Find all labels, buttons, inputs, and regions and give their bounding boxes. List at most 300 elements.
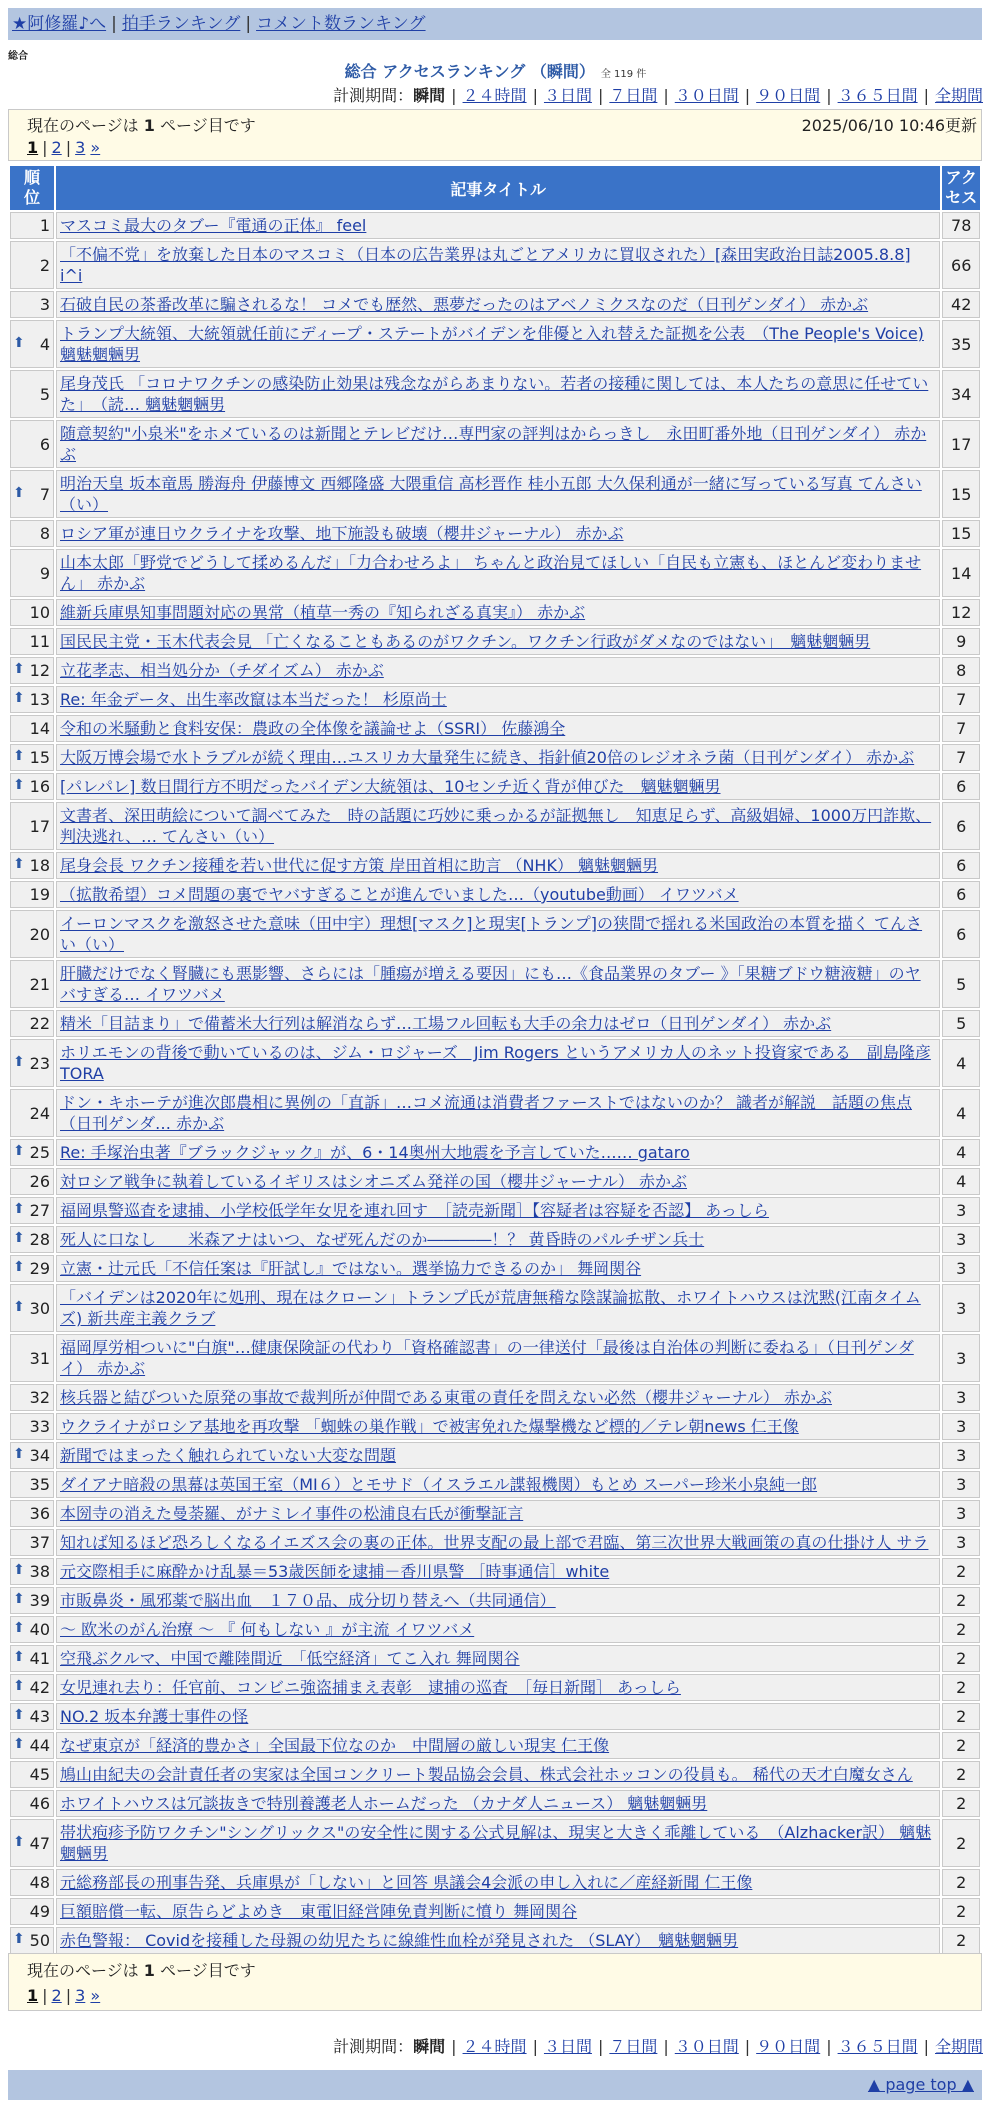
title-cell xyxy=(56,212,940,239)
rank-number: 44 xyxy=(29,1736,50,1755)
rank-number: 22 xyxy=(29,1014,50,1033)
rank-number: 7 xyxy=(39,484,50,504)
article-link[interactable]: 立花孝志、相当処分か（チダイズム） 赤かぶ xyxy=(60,661,384,680)
rank-cell xyxy=(10,1616,54,1643)
rank-cell xyxy=(10,1703,54,1730)
rank-cell xyxy=(10,910,54,958)
rank-number: 33 xyxy=(29,1417,50,1436)
title-cell xyxy=(56,241,940,289)
access-count: 3 xyxy=(942,1226,980,1253)
access-count: 2 xyxy=(942,1761,980,1788)
rank-cell xyxy=(10,1500,54,1527)
rank-number: 37 xyxy=(29,1533,50,1552)
access-count: 2 xyxy=(942,1927,980,1954)
up-arrow-icon: ⬆ xyxy=(13,1649,25,1665)
access-count: 2 xyxy=(942,1674,980,1701)
table-row xyxy=(10,470,980,518)
period-separator: | xyxy=(744,2037,751,2056)
rank-number: 32 xyxy=(29,1388,50,1407)
table-row xyxy=(10,1732,980,1759)
title-cell xyxy=(56,1927,940,1954)
access-count: 34 xyxy=(942,370,980,418)
article-link[interactable]: ダイアナ暗殺の黒幕は英国王室（MI６）とモサド（イスラエル諜報機関）もとめ スーパー珍米小泉純一郎 xyxy=(60,1475,818,1494)
rank-number: 45 xyxy=(29,1765,50,1784)
title-cell xyxy=(56,520,940,547)
article-link[interactable]: 元総務部長の刑事告発、兵庫県が「しない」と回答 県議会4会派の申し入れに／産経新聞 仁王像 xyxy=(60,1873,753,1892)
rank-cell xyxy=(10,1869,54,1896)
period-separator: | xyxy=(744,86,751,105)
article-link[interactable]: 「不偏不党」を放棄した日本のマスコミ（日本の広告業界は丸ごとアメリカに買収された）[森田実政治日誌2005.8.8] i^i xyxy=(60,245,911,285)
table-header-row xyxy=(10,166,980,210)
rank-cell xyxy=(10,1197,54,1224)
rank-number: 2 xyxy=(39,255,50,275)
rank-cell xyxy=(10,1334,54,1382)
top-navigation-bar xyxy=(8,8,982,40)
article-link[interactable]: ホリエモンの背後で動いているのは、ジム・ロジャーズ Jim Rogers というアメリカ人のネット投資家である 副島隆彦 TORA xyxy=(60,1043,931,1083)
nav-link-applause-ranking[interactable]: 拍手ランキング xyxy=(121,14,241,34)
article-link[interactable]: イーロンマスクを激怒させた意味（田中宇）理想[マスク]と現実[トランプ]の狭間で揺れる米国政治の本質を描く てんさい（い） xyxy=(60,914,923,954)
table-row xyxy=(10,1197,980,1224)
rank-cell xyxy=(10,1898,54,1925)
article-link[interactable]: 「バイデンは2020年に処刑、現在はクローン」トランプ氏が荒唐無稽な陰謀論拡散、ホワイトハウスは沈黙(江南タイムズ) 新共産主義クラブ xyxy=(60,1288,921,1328)
up-arrow-icon: ⬆ xyxy=(13,1053,25,1070)
rank-cell xyxy=(10,1255,54,1282)
article-link[interactable]: 死人に口なし 米森アナはいつ、なぜ死んだのか――――！？ 黄昏時のパルチザン兵士 xyxy=(60,1230,705,1249)
category-label: 総合 xyxy=(8,51,28,62)
article-link[interactable]: ロシア軍が連日ウクライナを攻撃、地下施設も破壊（櫻井ジャーナル） 赤かぶ xyxy=(60,524,624,543)
up-arrow-icon: ⬆ xyxy=(13,334,25,351)
period-link[interactable]: 全期間 xyxy=(934,2037,983,2056)
rank-cell xyxy=(10,773,54,800)
rank-number: 1 xyxy=(39,216,50,235)
title-cell xyxy=(56,1500,940,1527)
article-link[interactable]: 新聞ではまったく触れられていない大変な問題 xyxy=(60,1446,397,1465)
table-row xyxy=(10,1168,980,1195)
title-cell xyxy=(56,1334,940,1382)
current-page-text: 現在のページは 1 ページ目です xyxy=(27,116,256,135)
access-count: 6 xyxy=(942,910,980,958)
rank-cell xyxy=(10,1645,54,1672)
article-link[interactable]: 明治天皇 坂本竜馬 勝海舟 伊藤博文 西郷隆盛 大隈重信 高杉晋作 桂小五郎 大久保利通が一緒に写っている写真 てんさい（い） xyxy=(60,474,922,514)
table-row xyxy=(10,852,980,879)
page-title xyxy=(0,62,991,85)
up-arrow-icon: ⬆ xyxy=(13,1736,25,1752)
period-link[interactable]: ３日間 xyxy=(543,86,592,105)
article-link[interactable]: 空飛ぶクルマ、中国で離陸間近 「低空経済」てこ入れ 舞岡関谷 xyxy=(60,1649,520,1668)
period-link[interactable]: ９０日間 xyxy=(756,2037,821,2056)
period-selector-top xyxy=(333,86,983,106)
access-count: 2 xyxy=(942,1645,980,1672)
period-link[interactable]: 全期間 xyxy=(934,86,983,105)
title-cell xyxy=(56,852,940,879)
pagination-link[interactable]: 3 xyxy=(75,1986,86,2005)
rank-number: 5 xyxy=(39,384,50,404)
table-row xyxy=(10,881,980,908)
access-count: 6 xyxy=(942,852,980,879)
access-count: 2 xyxy=(942,1703,980,1730)
title-cell xyxy=(56,291,940,318)
pagination-link[interactable]: 2 xyxy=(51,1986,62,2005)
header-title: 記事タイトル xyxy=(56,166,940,210)
up-arrow-icon: ⬆ xyxy=(13,661,25,677)
rank-cell xyxy=(10,241,54,289)
rank-cell xyxy=(10,960,54,1008)
rank-cell xyxy=(10,1819,54,1867)
rank-cell xyxy=(10,420,54,468)
period-selector-bottom xyxy=(333,2037,983,2057)
up-arrow-icon: ⬆ xyxy=(13,1259,25,1275)
table-row xyxy=(10,686,980,713)
period-separator: | xyxy=(663,86,669,105)
table-row xyxy=(10,910,980,958)
article-link[interactable]: 石破自民の茶番改革に騙されるな！ コメでも歴然、悪夢だったのはアベノミクスなのだ（日刊ゲンダイ） 赤かぶ xyxy=(60,295,869,314)
rank-cell xyxy=(10,599,54,626)
table-row xyxy=(10,1898,980,1925)
period-link[interactable]: ３６５日間 xyxy=(837,86,918,105)
rank-number: 50 xyxy=(29,1931,50,1950)
rank-cell xyxy=(10,1139,54,1166)
rank-cell xyxy=(10,1558,54,1585)
title-cell xyxy=(56,1089,940,1137)
pagination-bottom xyxy=(27,1986,100,2005)
pagination-current: 1 xyxy=(27,138,39,157)
rank-number: 47 xyxy=(29,1833,50,1853)
up-arrow-icon: ⬆ xyxy=(13,1143,25,1159)
table-row xyxy=(10,1587,980,1614)
up-arrow-icon: ⬆ xyxy=(13,748,25,764)
access-count: 2 xyxy=(942,1616,980,1643)
access-count: 6 xyxy=(942,773,980,800)
up-arrow-icon: ⬆ xyxy=(13,1678,25,1694)
article-link[interactable]: ～ 欧米のがん治療 ～ 『 何もしない 』が主流 イワツバメ xyxy=(60,1620,475,1639)
table-row xyxy=(10,420,980,468)
article-link[interactable]: 立憲・辻元氏「不信任案は『肝試し』ではない。選挙協力できるのか」 舞岡関谷 xyxy=(60,1259,642,1278)
rank-number: 4 xyxy=(39,334,50,354)
rank-number: 42 xyxy=(29,1678,50,1697)
article-link[interactable]: 知れば知るほど恐ろしくなるイエズス会の裏の正体。世界支配の最上部で君臨、第三次世界大戦画策の真の仕掛け人 サラ xyxy=(60,1533,929,1552)
title-cell xyxy=(56,1226,940,1253)
access-count: 78 xyxy=(942,212,980,239)
article-link[interactable]: 肝臓だけでなく腎臓にも悪影響、さらには「腫瘍が増える要因」にも…《食品業界のタブー 》「果糖ブドウ糖液糖」のヤバすぎる… イワツバメ xyxy=(60,964,921,1004)
rank-number: 3 xyxy=(39,295,50,314)
period-separator: | xyxy=(923,86,929,105)
title-cell xyxy=(56,1010,940,1037)
rank-cell xyxy=(10,1010,54,1037)
rank-number: 6 xyxy=(39,434,50,454)
period-separator: | xyxy=(597,86,604,105)
article-link[interactable]: 令和の米騒動と食料安保：農政の全体像を議論せよ（SSRI） 佐藤鴻全 xyxy=(60,719,566,738)
table-row xyxy=(10,628,980,655)
up-arrow-icon: ⬆ xyxy=(13,484,25,501)
table-row xyxy=(10,549,980,597)
up-arrow-icon: ⬆ xyxy=(13,1230,25,1246)
up-arrow-icon: ⬆ xyxy=(13,1931,25,1947)
article-link[interactable]: 巨額賠償一転、原告らどよめき 東電旧経営陣免責判断に憤り 舞岡関谷 xyxy=(60,1902,578,1921)
rank-number: 35 xyxy=(29,1475,50,1494)
pagination-next[interactable]: » xyxy=(90,1986,101,2005)
article-link[interactable]: 市販鼻炎・風邪薬で脳出血 １７０品、成分切り替えへ（共同通信） xyxy=(60,1591,556,1610)
access-count: 6 xyxy=(942,881,980,908)
table-row xyxy=(10,1384,980,1411)
rank-cell xyxy=(10,470,54,518)
period-separator: | xyxy=(663,2037,669,2056)
article-link[interactable]: 山本太郎「野党でどうして揉めるんだ」「力合わせろよ」 ちゃんと政治見てほしい「自民も立憲も、ほとんど変わりません」 赤かぶ xyxy=(60,553,922,593)
period-link[interactable]: ３０日間 xyxy=(674,2037,739,2056)
table-row xyxy=(10,1500,980,1527)
table-row xyxy=(10,1645,980,1672)
title-cell xyxy=(56,1790,940,1817)
article-link[interactable]: 文書者、深田萌絵について調べてみた 時の話題に巧妙に乗っかるが証拠無し 知恵足らず、高級娼婦、1000万円詐欺、判決逃れ、… てんさい（い） xyxy=(60,806,932,846)
title-cell xyxy=(56,1819,940,1867)
pagination-next[interactable]: » xyxy=(90,138,101,157)
rank-number: 14 xyxy=(29,719,50,738)
access-count: 2 xyxy=(942,1790,980,1817)
title-cell xyxy=(56,686,940,713)
period-separator: | xyxy=(532,2037,538,2056)
title-cell xyxy=(56,744,940,771)
pagination-separator: | xyxy=(42,138,48,157)
access-count: 3 xyxy=(942,1500,980,1527)
article-link[interactable]: 大阪万博会場で水トラブルが続く理由…ユスリカ大量発生に続き、指針値20倍のレジオネラ菌（日刊ゲンダイ） 赤かぶ xyxy=(60,748,915,767)
rank-cell xyxy=(10,1413,54,1440)
period-link[interactable]: ３６５日間 xyxy=(837,2037,918,2056)
access-count: 15 xyxy=(942,470,980,518)
header-rank: 順位 xyxy=(10,166,54,210)
article-link[interactable]: 福岡県警巡査を逮捕、小学校低学年女児を連れ回す ［読売新聞］【容疑者は容疑を否認】 あっしら xyxy=(60,1201,769,1220)
rank-number: 23 xyxy=(29,1053,50,1073)
title-cell xyxy=(56,1869,940,1896)
up-arrow-icon: ⬆ xyxy=(13,1707,25,1723)
pagination-separator: | xyxy=(65,138,72,157)
access-count: 3 xyxy=(942,1197,980,1224)
article-link[interactable]: マスコミ最大のタブー『電通の正体』 feel xyxy=(60,216,367,235)
rank-number: 24 xyxy=(29,1103,50,1123)
rank-number: 13 xyxy=(29,690,50,709)
table-row xyxy=(10,1089,980,1137)
table-row xyxy=(10,1761,980,1788)
page-info-top xyxy=(8,109,982,161)
article-link[interactable]: 福岡厚労相ついに"白旗"…健康保険証の代わり「資格確認書」の一律送付「最後は自治体の判断に委ねる」（日刊ゲンダイ） 赤かぶ xyxy=(60,1338,914,1378)
table-row xyxy=(10,1869,980,1896)
access-count: 2 xyxy=(942,1732,980,1759)
article-link[interactable]: NO.2 坂本弁護士事件の怪 xyxy=(60,1707,249,1726)
article-link[interactable]: Re: 手塚治虫著『ブラックジャック』が、6・14奥州大地震を予言していた…… gataro xyxy=(60,1143,690,1162)
access-count: 2 xyxy=(942,1898,980,1925)
title-cell xyxy=(56,715,940,742)
article-link[interactable]: 赤色警報： Covidを接種した母親の幼児たちに線維性血栓が発見された （SLAY） 魑魅魍魎男 xyxy=(60,1931,739,1950)
rank-number: 28 xyxy=(29,1230,50,1249)
article-link[interactable]: 核兵器と結びついた原発の事故で裁判所が仲間である東電の責任を問えない必然（櫻井ジャーナル） 赤かぶ xyxy=(60,1388,832,1407)
nav-separator: | xyxy=(245,14,252,34)
rank-cell xyxy=(10,291,54,318)
current-page-text-bottom: 現在のページは 1 ページ目です xyxy=(27,1961,256,1980)
article-link[interactable]: ウクライナがロシア基地を再攻撃 「蜘蛛の巣作戦」で被害免れた爆撃機など標的／テレ朝news 仁王像 xyxy=(60,1417,799,1436)
article-link[interactable]: （拡散希望）コメ問題の裏でヤバすぎることが進んでいました…（youtube動画） イワツバメ xyxy=(60,885,739,904)
title-cell xyxy=(56,1761,940,1788)
access-count: 8 xyxy=(942,657,980,684)
article-link[interactable]: 随意契約"小泉米"をホメているのは新聞とテレビだけ…専門家の評判はからっきし 永田町番外地（日刊ゲンダイ） 赤かぶ xyxy=(60,424,927,464)
rank-cell xyxy=(10,1529,54,1556)
article-link[interactable]: ホワイトハウスは冗談抜きで特別養護老人ホームだった （カナダ人ニュース） 魑魅魍魎男 xyxy=(60,1794,708,1813)
period-link[interactable]: ７日間 xyxy=(609,86,658,105)
rank-cell xyxy=(10,1284,54,1332)
page-info-bottom xyxy=(8,1953,982,2011)
table-row xyxy=(10,1819,980,1867)
pagination-link[interactable]: 3 xyxy=(75,138,86,157)
access-count: 7 xyxy=(942,715,980,742)
rank-number: 40 xyxy=(29,1620,50,1639)
table-row xyxy=(10,1139,980,1166)
article-link[interactable]: 女児連れ去り：任官前、コンビニ強盗捕まえ表彰 逮捕の巡査 ［毎日新聞］ あっしら xyxy=(60,1678,681,1697)
rank-cell xyxy=(10,1168,54,1195)
rank-number: 43 xyxy=(29,1707,50,1726)
rank-number: 26 xyxy=(29,1172,50,1191)
table-row xyxy=(10,1703,980,1730)
title-cell xyxy=(56,1039,940,1087)
article-link[interactable]: 帯状疱疹予防ワクチン"シングリックス"の安全性に関する公式見解は、現実と大きく乖離している （Alzhacker訳） 魑魅魍魎男 xyxy=(60,1823,932,1863)
updated-timestamp: 2025/06/10 10:46更新 xyxy=(801,116,977,135)
rank-number: 38 xyxy=(29,1562,50,1581)
nav-link-comment-ranking[interactable]: コメント数ランキング xyxy=(256,14,426,34)
title-cell xyxy=(56,420,940,468)
up-arrow-icon: ⬆ xyxy=(13,1201,25,1217)
table-row xyxy=(10,1255,980,1282)
period-link[interactable]: ２４時間 xyxy=(462,2037,527,2056)
access-count: 4 xyxy=(942,1039,980,1087)
title-cell xyxy=(56,1898,940,1925)
total-count: 全 119 件 xyxy=(600,69,647,80)
rank-cell xyxy=(10,320,54,368)
title-cell xyxy=(56,1255,940,1282)
table-row xyxy=(10,520,980,547)
rank-cell xyxy=(10,1226,54,1253)
article-link[interactable]: なぜ東京が「経済的豊かさ」全国最下位なのか 中間層の厳しい現実 仁王像 xyxy=(60,1736,610,1755)
bottom-navigation-bar xyxy=(8,2070,982,2100)
rank-number: 18 xyxy=(29,856,50,875)
period-separator: | xyxy=(826,86,832,105)
article-link[interactable]: [パレパレ] 数日間行方不明だったバイデン大統領は、10センチ近く背が伸びた 魑魅魍魎男 xyxy=(60,777,721,796)
rank-cell xyxy=(10,212,54,239)
rank-number: 41 xyxy=(29,1649,50,1668)
rank-cell xyxy=(10,744,54,771)
access-count: 12 xyxy=(942,599,980,626)
up-arrow-icon: ⬆ xyxy=(13,1562,25,1578)
title-cell xyxy=(56,370,940,418)
table-row xyxy=(10,744,980,771)
title-cell xyxy=(56,910,940,958)
article-link[interactable]: 尾身会長 ワクチン接種を若い世代に促す方策 岸田首相に助言 （NHK） 魑魅魍魎男 xyxy=(60,856,659,875)
period-separator: | xyxy=(923,2037,929,2056)
period-link[interactable]: ７日間 xyxy=(609,2037,658,2056)
rank-cell xyxy=(10,628,54,655)
article-link[interactable]: 元交際相手に麻酔かけ乱暴＝53歳医師を逮捕－香川県警 ［時事通信］white xyxy=(60,1562,610,1581)
rank-cell xyxy=(10,657,54,684)
rank-number: 9 xyxy=(39,563,50,583)
pagination-link[interactable]: 2 xyxy=(51,138,62,157)
article-link[interactable]: 本圀寺の消えた曼荼羅、がナミレイ事件の松浦良右氏が衝撃証言 xyxy=(60,1504,524,1523)
table-row xyxy=(10,960,980,1008)
title-cell xyxy=(56,773,940,800)
title-cell xyxy=(56,320,940,368)
table-row xyxy=(10,773,980,800)
pagination-separator: | xyxy=(65,1986,72,2005)
header-access: アクセス xyxy=(942,166,980,210)
table-row xyxy=(10,1471,980,1498)
article-link[interactable]: 対ロシア戦争に執着しているイギリスはシオニズム発祥の国（櫻井ジャーナル） 赤かぶ xyxy=(60,1172,688,1191)
table-row xyxy=(10,1226,980,1253)
page-top-link[interactable]: ▲ page top ▲ xyxy=(867,2075,974,2094)
rank-cell xyxy=(10,715,54,742)
article-link[interactable]: 国民民主党・玉木代表会見 「亡くなることもあるのがワクチン。ワクチン行政がダメなのではない」 魑魅魍魎男 xyxy=(60,632,871,651)
ranking-title: 総合 アクセスランキング （瞬間） xyxy=(344,62,595,81)
nav-separator: | xyxy=(111,14,117,34)
period-link[interactable]: ３０日間 xyxy=(674,86,739,105)
pagination-top xyxy=(27,138,100,157)
period-current: 瞬間 xyxy=(413,86,446,105)
article-link[interactable]: 尾身茂氏 「コロナワクチンの感染防止効果は残念ながらあまりない。若者の接種に関しては、本人たちの意思に任せていた」 （読… 魑魅魍魎男 xyxy=(60,374,929,414)
rank-number: 30 xyxy=(29,1298,50,1318)
article-link[interactable]: 維新兵庫県知事問題対応の異常（植草一秀の『知られざる真実』） 赤かぶ xyxy=(60,603,586,622)
access-count: 3 xyxy=(942,1384,980,1411)
up-arrow-icon: ⬆ xyxy=(13,690,25,706)
period-link[interactable]: ３日間 xyxy=(543,2037,592,2056)
table-row xyxy=(10,1529,980,1556)
title-cell xyxy=(56,1703,940,1730)
rank-cell xyxy=(10,520,54,547)
title-cell xyxy=(56,1442,940,1469)
period-link[interactable]: ９０日間 xyxy=(756,86,821,105)
access-count: 7 xyxy=(942,744,980,771)
up-arrow-icon: ⬆ xyxy=(13,1446,25,1462)
rank-number: 48 xyxy=(29,1873,50,1892)
up-arrow-icon: ⬆ xyxy=(13,856,25,872)
rank-number: 31 xyxy=(29,1348,50,1368)
access-count: 3 xyxy=(942,1442,980,1469)
table-row xyxy=(10,291,980,318)
rank-cell xyxy=(10,1732,54,1759)
article-link[interactable]: Re: 年金データ、出生率改竄は本当だった！ 杉原尚士 xyxy=(60,690,447,709)
article-link[interactable]: トランプ大統領、大統領就任前にディープ・ステートがバイデンを俳優と入れ替えた証拠を公表 （The People's Voice) 魑魅魍魎男 xyxy=(60,324,924,364)
period-link[interactable]: ２４時間 xyxy=(462,86,527,105)
access-count: 2 xyxy=(942,1587,980,1614)
nav-link-asyura-home[interactable]: ★阿修羅♪へ xyxy=(12,14,107,34)
rank-cell xyxy=(10,1587,54,1614)
rank-number: 19 xyxy=(29,885,50,904)
rank-cell xyxy=(10,802,54,850)
article-link[interactable]: 鳩山由紀夫の会計責任者の実家は全国コンクリート製品協会会員、株式会社ホッコンの役員も。 稀代の天才白魔女さん xyxy=(60,1765,913,1784)
access-count: 2 xyxy=(942,1869,980,1896)
article-link[interactable]: ドン・キホーテが進次郎農相に異例の「直訴」…コメ流通は消費者ファーストではないのか？ 識者が解説 話題の焦点（日刊ゲンダ… 赤かぶ xyxy=(60,1093,912,1133)
article-link[interactable]: 精米「目詰まり」で備蓄米大行列は解消ならず…工場フル回転も大手の余力はゼロ（日刊ゲンダイ） 赤かぶ xyxy=(60,1014,832,1033)
access-count: 4 xyxy=(942,1089,980,1137)
up-arrow-icon: ⬆ xyxy=(13,1833,25,1850)
rank-number: 46 xyxy=(29,1794,50,1813)
up-arrow-icon: ⬆ xyxy=(13,1591,25,1607)
title-cell xyxy=(56,960,940,1008)
rank-cell xyxy=(10,549,54,597)
table-row xyxy=(10,1334,980,1382)
rank-number: 15 xyxy=(29,748,50,767)
title-cell xyxy=(56,1168,940,1195)
title-cell xyxy=(56,1413,940,1440)
title-cell xyxy=(56,599,940,626)
access-count: 35 xyxy=(942,320,980,368)
access-count: 2 xyxy=(942,1819,980,1867)
table-row xyxy=(10,657,980,684)
rank-cell xyxy=(10,1384,54,1411)
rank-cell xyxy=(10,1471,54,1498)
title-cell xyxy=(56,1471,940,1498)
